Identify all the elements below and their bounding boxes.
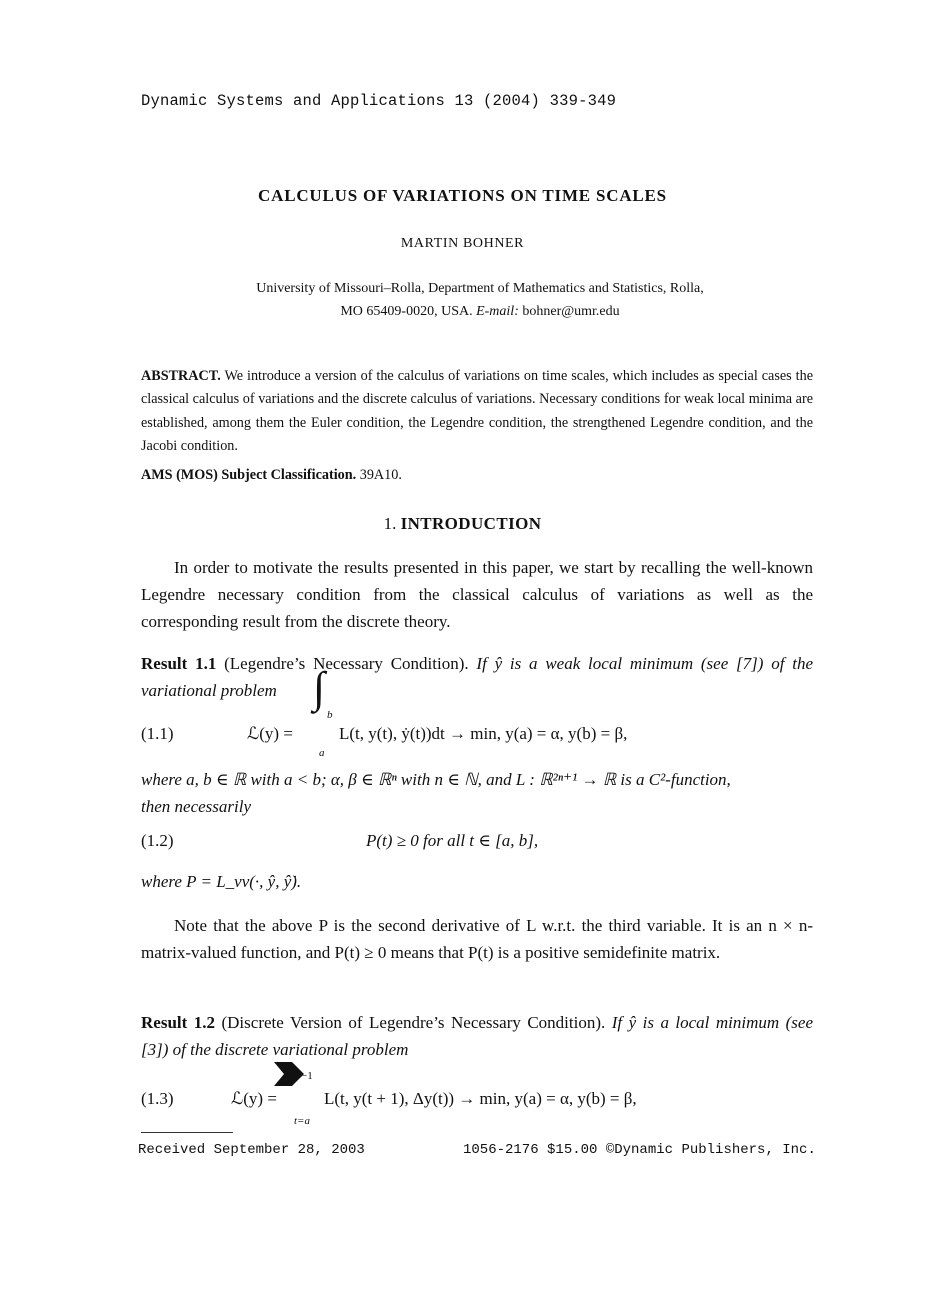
equation-1-3-body: L(t, y(t + 1), Δy(t)) → min, y(a) = α, y(b) = β, bbox=[324, 1089, 637, 1108]
equation-number-1-3: (1.3) bbox=[141, 1089, 174, 1108]
copyright-text: ©Dynamic Publishers, Inc. bbox=[605, 1142, 816, 1158]
intro-paragraph: In order to motivate the results presented in this paper, we start by recalling the well-known Legendre necessary condition from the classical calculus of variations as well as the corresponding result from the discrete theory. bbox=[141, 558, 813, 631]
integral-sign-icon: ∫ bbox=[313, 663, 326, 712]
ams-value: 39A10. bbox=[356, 467, 402, 483]
equation-number-1-1: (1.1) bbox=[141, 724, 174, 743]
email-address[interactable]: bohner@umr.edu bbox=[518, 304, 620, 319]
sum-upper-limit: −1 bbox=[301, 1070, 313, 1082]
where-line-1: where a, b ∈ ℝ with a < b; α, β ∈ ℝⁿ with n ∈ ℕ, and L : ℝ²ⁿ⁺¹ → ℝ is a C²-function, bbox=[141, 770, 731, 789]
section-heading bbox=[0, 514, 925, 534]
affiliation bbox=[180, 277, 780, 323]
integral-lower-limit: a bbox=[319, 747, 325, 759]
abstract bbox=[141, 365, 813, 458]
issn-price-text: 1056-2176 $15.00 bbox=[463, 1142, 606, 1158]
result-1-1-label: Result 1.1 bbox=[141, 654, 217, 673]
equation-number-1-2: (1.2) bbox=[141, 831, 174, 850]
paper-title: CALCULUS OF VARIATIONS ON TIME SCALES bbox=[258, 186, 667, 205]
affiliation-address: MO 65409-0020, USA. bbox=[340, 304, 477, 319]
result-1-2-statement: If ŷ is a local minimum (see [3]) of the discrete variational problem bbox=[141, 1013, 814, 1059]
abstract-label: ABSTRACT. bbox=[141, 368, 221, 384]
issn-price bbox=[463, 1142, 816, 1158]
received-date: Received September 28, 2003 bbox=[138, 1142, 365, 1158]
sum-lower-limit: t=a bbox=[294, 1115, 310, 1127]
result-1-1-name: (Legendre’s Necessary Condition). bbox=[216, 654, 469, 673]
abstract-text: We introduce a version of the calculus of variations on time scales, which includes as special cases the classical calculus of variations and the discrete calculus of variations. Necessary conditions for weak local minima are established, among them the Euler condition, the Legendre condition, the strengthened Legendre condition, and the Jacobi condition. bbox=[141, 368, 813, 454]
integral-upper-limit: b bbox=[327, 709, 333, 721]
result-1-1 bbox=[141, 650, 813, 704]
email-label: E-mail: bbox=[476, 304, 519, 319]
result-1-1-where bbox=[141, 766, 813, 820]
section-number: 1. bbox=[383, 514, 401, 533]
note-paragraph: Note that the above P is the second derivative of L w.r.t. the third variable. It is an n × n-matrix-valued function, and P(t) ≥ 0 means that P(t) is a positive semidefinite matrix. bbox=[141, 916, 813, 962]
equation-1-1-lhs: ℒ(y) = bbox=[247, 724, 293, 743]
result-1-1-statement: If ŷ is a weak local minimum (see [7]) of the variational problem bbox=[141, 654, 814, 700]
ams-classification bbox=[141, 467, 402, 484]
affiliation-line-2 bbox=[180, 300, 780, 323]
journal-header: Dynamic Systems and Applications 13 (2004) 339-349 bbox=[141, 92, 617, 110]
where-p-definition: where P = L_vv(·, ŷ, ŷ̇). bbox=[141, 872, 302, 891]
footnote-rule bbox=[141, 1132, 233, 1133]
equation-1-2-body: P(t) ≥ 0 for all t ∈ [a, b], bbox=[366, 831, 539, 850]
section-title: INTRODUCTION bbox=[400, 514, 542, 533]
where-line-2: then necessarily bbox=[141, 797, 251, 816]
result-1-2 bbox=[141, 1009, 813, 1063]
result-1-2-label: Result 1.2 bbox=[141, 1013, 216, 1032]
equation-1-3-lhs: ℒ(y) = bbox=[231, 1089, 277, 1108]
result-1-2-name: (Discrete Version of Legendre’s Necessary Condition). bbox=[215, 1013, 606, 1032]
author-name: MARTIN BOHNER bbox=[400, 236, 525, 251]
equation-1-1-body: L(t, y(t), ẏ(t))dt → min, y(a) = α, y(b) = β, bbox=[339, 724, 628, 743]
ams-label: AMS (MOS) Subject Classification. bbox=[141, 467, 357, 483]
affiliation-line-1: University of Missouri–Rolla, Department of Mathematics and Statistics, Rolla, bbox=[256, 281, 704, 296]
